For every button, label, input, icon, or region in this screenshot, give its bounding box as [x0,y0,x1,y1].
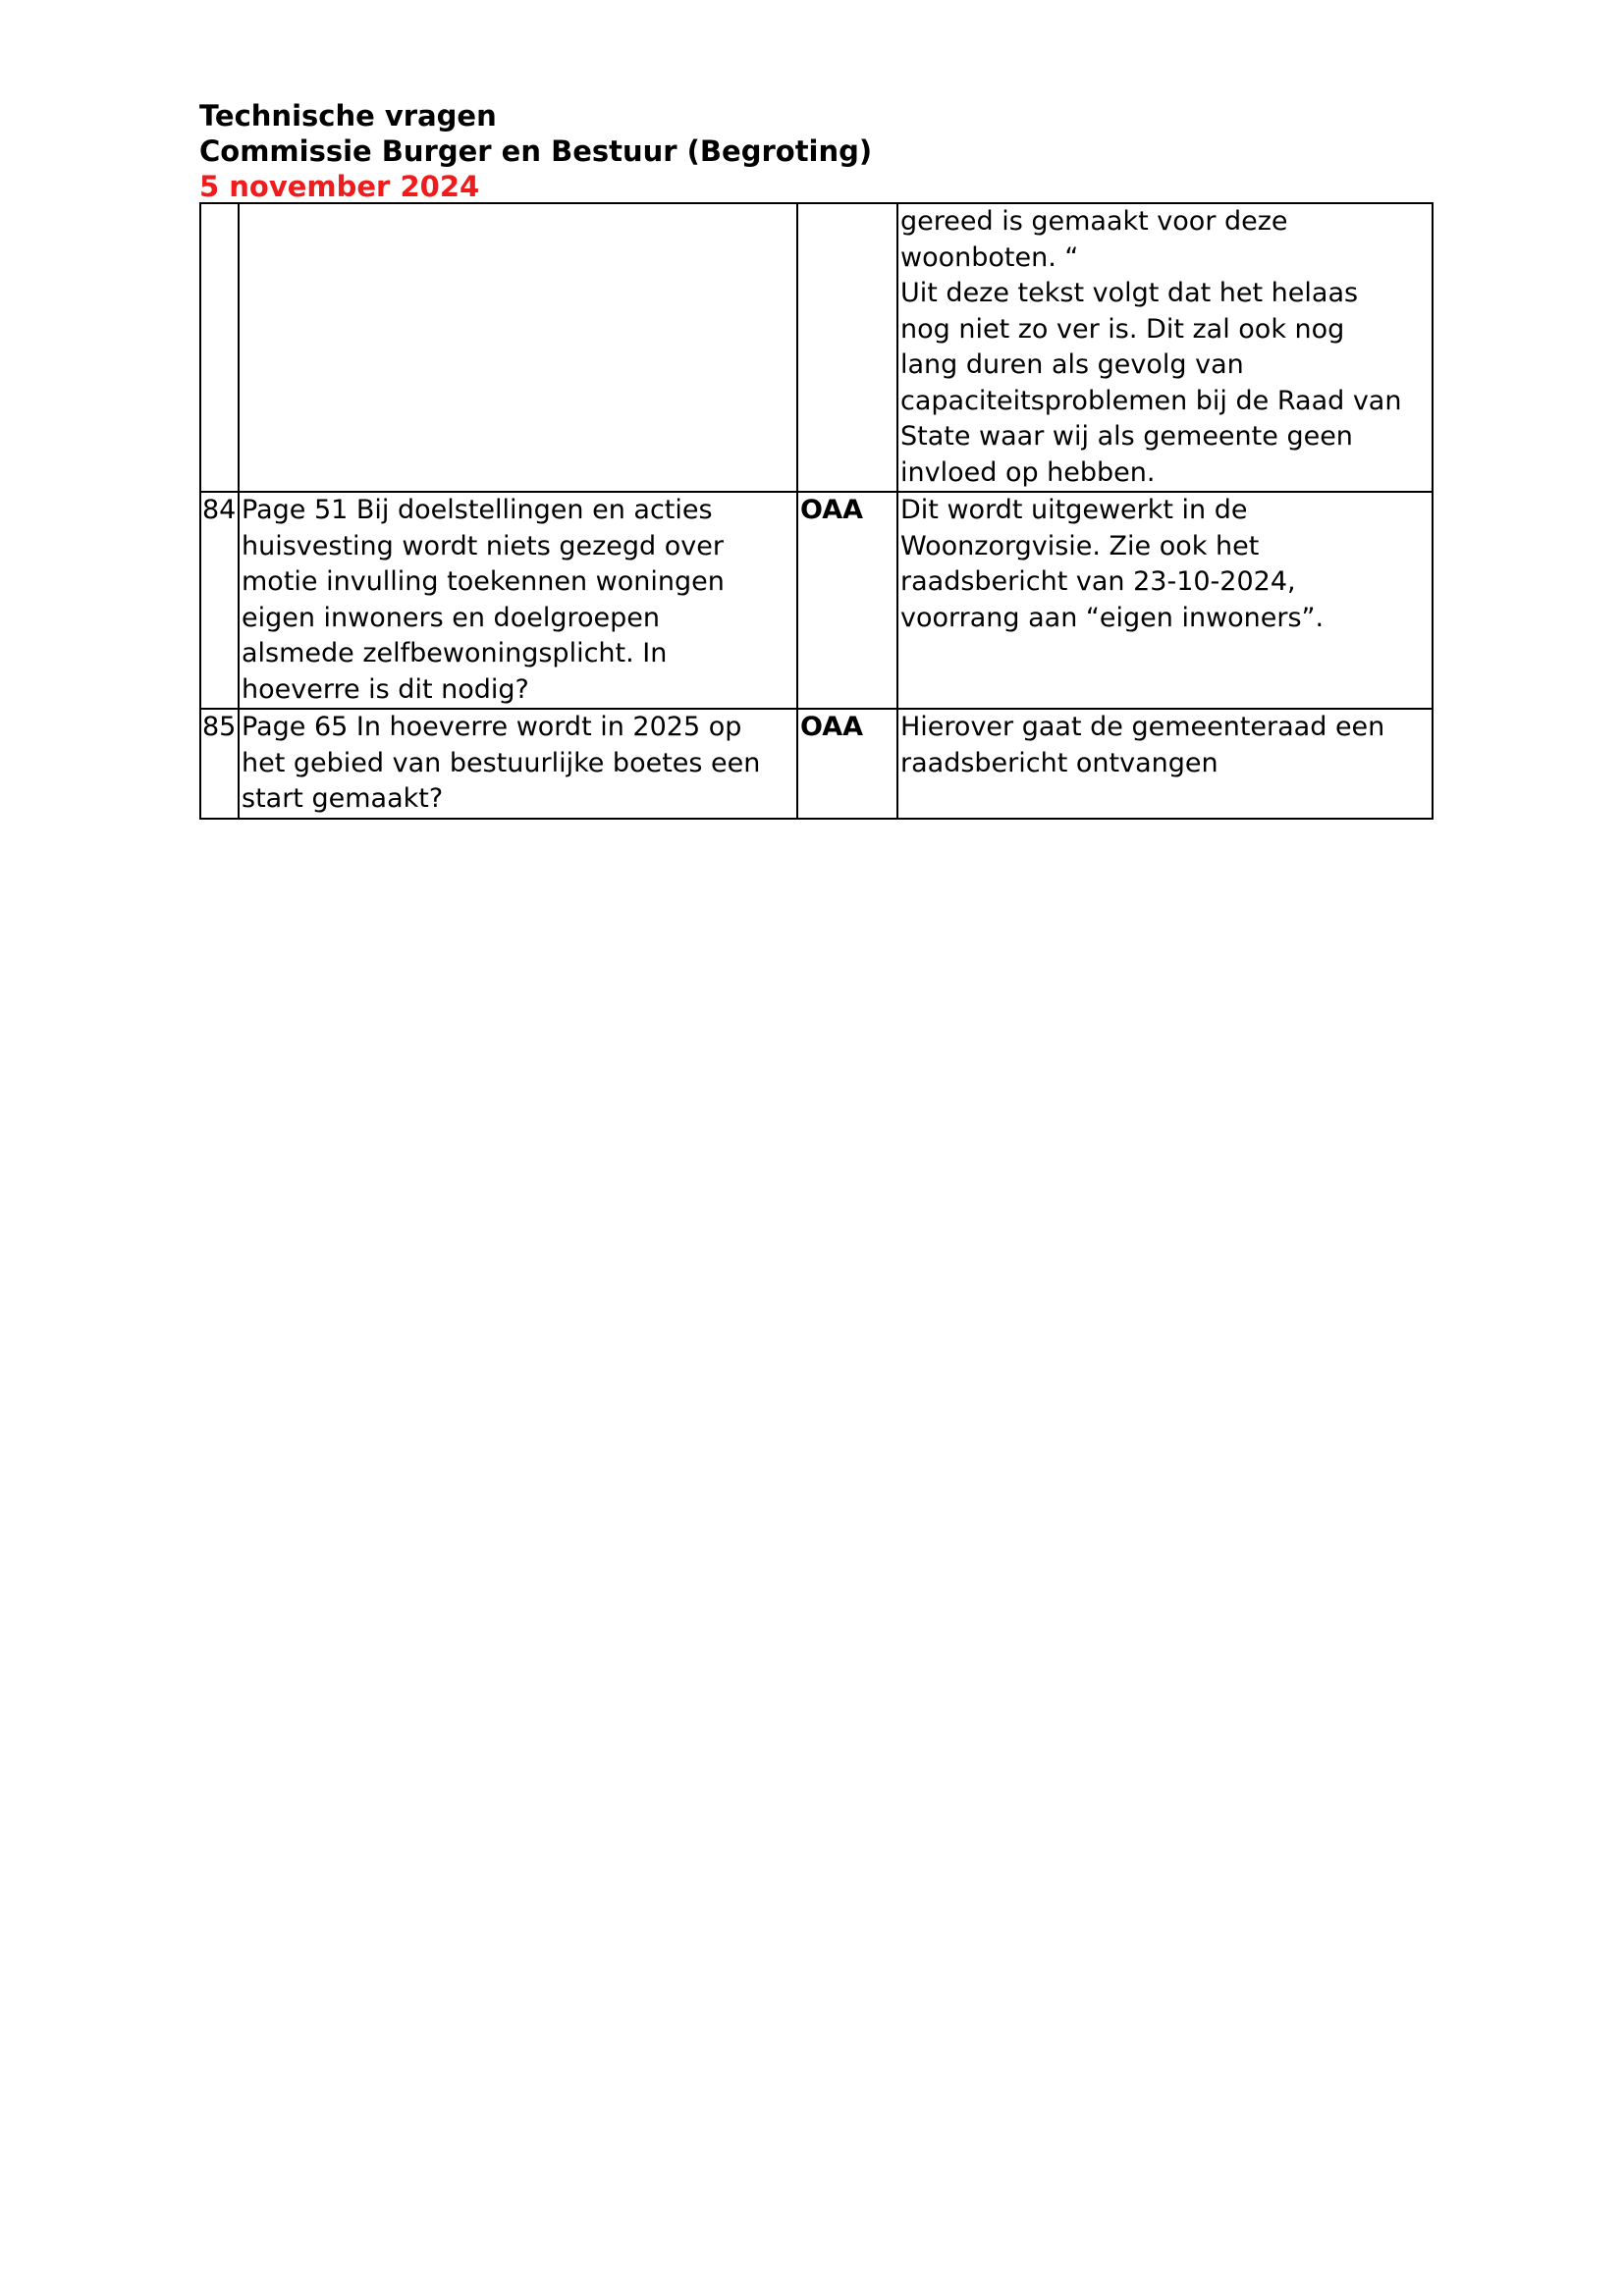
answer-line: Uit deze tekst volgt dat het helaas [900,278,1359,308]
questions-table [199,202,1434,820]
answer-line: Hierover gaat de gemeenteraad een [900,712,1385,742]
answer-cell [897,709,1433,819]
answer-line: raadsbericht ontvangen [900,747,1218,778]
party-cell: OAA [797,492,897,709]
party-cell [797,203,897,492]
question-cell [239,203,797,492]
answer-line: nog niet zo ver is. Dit zal ook nog [900,313,1345,345]
answer-line: Dit wordt uitgewerkt in de [900,495,1248,525]
answer-cell [897,492,1433,709]
question-line: alsmede zelfbewoningsplicht. In [242,638,668,668]
document-date: 5 november 2024 [199,170,480,203]
answer-line: gereed is gemaakt voor deze [900,206,1288,237]
answer-line: voorrang aan “eigen inwoners”. [900,602,1325,633]
answer-cell [897,203,1433,492]
document-title: Technische vragen [199,99,497,133]
answer-line: Woonzorgvisie. Zie ook het [900,530,1260,561]
question-line: Page 51 Bij doelstellingen en acties [242,495,713,525]
question-line: motie invulling toekennen woningen [242,566,725,597]
question-number-cell: 85 [200,709,239,819]
party-cell: OAA [797,709,897,819]
question-line: hoeverre is dit nodig? [242,673,529,705]
document-subtitle: Commissie Burger en Bestuur (Begroting) [199,134,873,168]
answer-line: woonboten. “ [900,241,1079,273]
question-number-cell: 84 [200,492,239,709]
answer-line: State waar wij als gemeente geen [900,421,1353,452]
question-cell [239,709,797,819]
question-line: huisvesting wordt niets gezegd over [242,530,724,561]
answer-line: invloed op hebben. [900,456,1156,488]
answer-line: capaciteitsproblemen bij de Raad van [900,385,1402,416]
document-header [199,98,872,204]
question-number-cell [200,203,239,492]
table-row [200,203,1433,492]
question-line: start gemaakt? [242,783,444,814]
table-row [200,709,1433,819]
table-row [200,492,1433,709]
question-line: eigen inwoners en doelgroepen [242,602,660,633]
question-cell [239,492,797,709]
answer-line: raadsbericht van 23-10-2024, [900,566,1296,597]
answer-line: lang duren als gevolg van [900,349,1244,380]
question-line: het gebied van bestuurlijke boetes een [242,747,761,778]
question-line: Page 65 In hoeverre wordt in 2025 op [242,712,742,742]
